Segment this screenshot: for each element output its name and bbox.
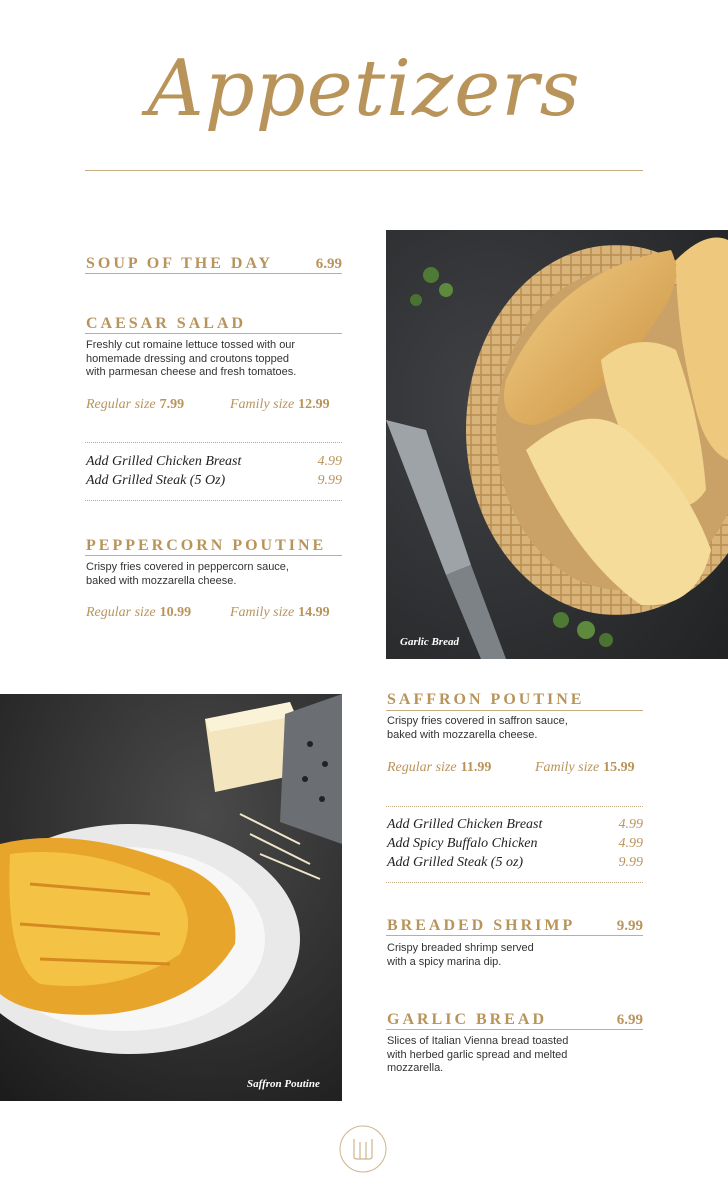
caesar-dotted-bottom: [85, 500, 342, 501]
saffron-addon-3-price: 9.99: [618, 855, 643, 870]
peppercorn-family-label: Family size: [230, 605, 295, 620]
page-title: Appetizers: [147, 44, 581, 134]
saffron-name: SAFFRON POUTINE: [387, 691, 585, 708]
caesar-desc-2: homemade dressing and croutons topped: [86, 352, 290, 365]
saffron-dotted-top: [386, 806, 643, 807]
peppercorn-desc-2: baked with mozzarella cheese.: [86, 574, 237, 587]
caesar-dotted-top: [85, 442, 342, 443]
peppercorn-desc-1: Crispy fries covered in peppercorn sauce,: [86, 561, 289, 573]
saffron-addon-1-label: Add Grilled Chicken Breast: [387, 817, 543, 832]
title-divider: [85, 170, 643, 171]
shrimp-desc-1: Crispy breaded shrimp served: [387, 942, 534, 954]
saffron-addon-2-price: 4.99: [618, 836, 643, 851]
peppercorn-name: PEPPERCORN POUTINE: [86, 537, 327, 554]
soup-rule: [85, 273, 342, 274]
caesar-desc-1: Freshly cut romaine lettuce tossed with our: [86, 339, 296, 351]
saffron-poutine-illustration: [0, 694, 342, 1101]
peppercorn-regular-price: 10.99: [159, 605, 192, 620]
peppercorn-family-price: 14.99: [298, 605, 330, 620]
caesar-regular-label: Regular size: [86, 397, 156, 412]
caesar-addon-2-label: Add Grilled Steak (5 Oz): [86, 473, 226, 488]
saffron-dotted-bottom: [386, 882, 643, 883]
peppercorn-family: [230, 605, 330, 621]
caesar-desc-3: with parmesan cheese and fresh tomatoes.: [86, 366, 297, 378]
saffron-family: [535, 760, 635, 776]
restaurant-logo-icon: [338, 1124, 388, 1174]
garlic-rule: [386, 1029, 643, 1030]
saffron-addon-2-label: Add Spicy Buffalo Chicken: [387, 836, 538, 851]
garlic-bread-illustration: [386, 230, 728, 659]
garlic-desc-1: Slices of Italian Vienna bread toasted: [387, 1035, 569, 1047]
soup-name: SOUP OF THE DAY: [86, 255, 274, 272]
garlic-name: GARLIC BREAD: [387, 1011, 548, 1028]
caesar-regular-price: 7.99: [159, 397, 185, 412]
saffron-regular-price: 11.99: [460, 760, 492, 775]
soup-price: 6.99: [315, 256, 342, 272]
caesar-regular: [86, 397, 184, 413]
caesar-addon-1-price: 4.99: [317, 454, 342, 469]
caesar-rule: [85, 333, 342, 334]
garlic-bread-caption: Garlic Bread: [400, 636, 459, 648]
peppercorn-regular-label: Regular size: [86, 605, 156, 620]
caesar-family: [230, 397, 330, 413]
saffron-desc-2: baked with mozzarella cheese.: [387, 728, 538, 741]
saffron-addon-3-label: Add Grilled Steak (5 oz): [387, 855, 524, 870]
saffron-regular-label: Regular size: [387, 760, 457, 775]
saffron-regular: [387, 760, 491, 776]
shrimp-name: BREADED SHRIMP: [387, 917, 576, 934]
shrimp-rule: [386, 935, 643, 936]
garlic-desc-3: mozzarella.: [387, 1062, 444, 1074]
caesar-addon-2-price: 9.99: [317, 473, 342, 488]
caesar-name: CAESAR SALAD: [86, 315, 247, 332]
peppercorn-regular: [86, 605, 191, 621]
saffron-family-price: 15.99: [603, 760, 635, 775]
saffron-rule: [386, 710, 643, 711]
shrimp-desc-2: with a spicy marina dip.: [387, 955, 502, 968]
saffron-poutine-caption: Saffron Poutine: [247, 1078, 320, 1090]
caesar-addon-1-label: Add Grilled Chicken Breast: [86, 454, 242, 469]
caesar-family-price: 12.99: [298, 397, 330, 412]
saffron-desc-1: Crispy fries covered in saffron sauce,: [387, 715, 568, 727]
garlic-bread-photo: [386, 230, 728, 659]
saffron-poutine-photo: [0, 694, 342, 1101]
garlic-price: 6.99: [616, 1012, 643, 1028]
caesar-family-label: Family size: [230, 397, 295, 412]
garlic-desc-2: with herbed garlic spread and melted: [387, 1048, 568, 1061]
peppercorn-rule: [85, 555, 342, 556]
saffron-family-label: Family size: [535, 760, 600, 775]
saffron-addon-1-price: 4.99: [618, 817, 643, 832]
shrimp-price: 9.99: [616, 918, 643, 934]
